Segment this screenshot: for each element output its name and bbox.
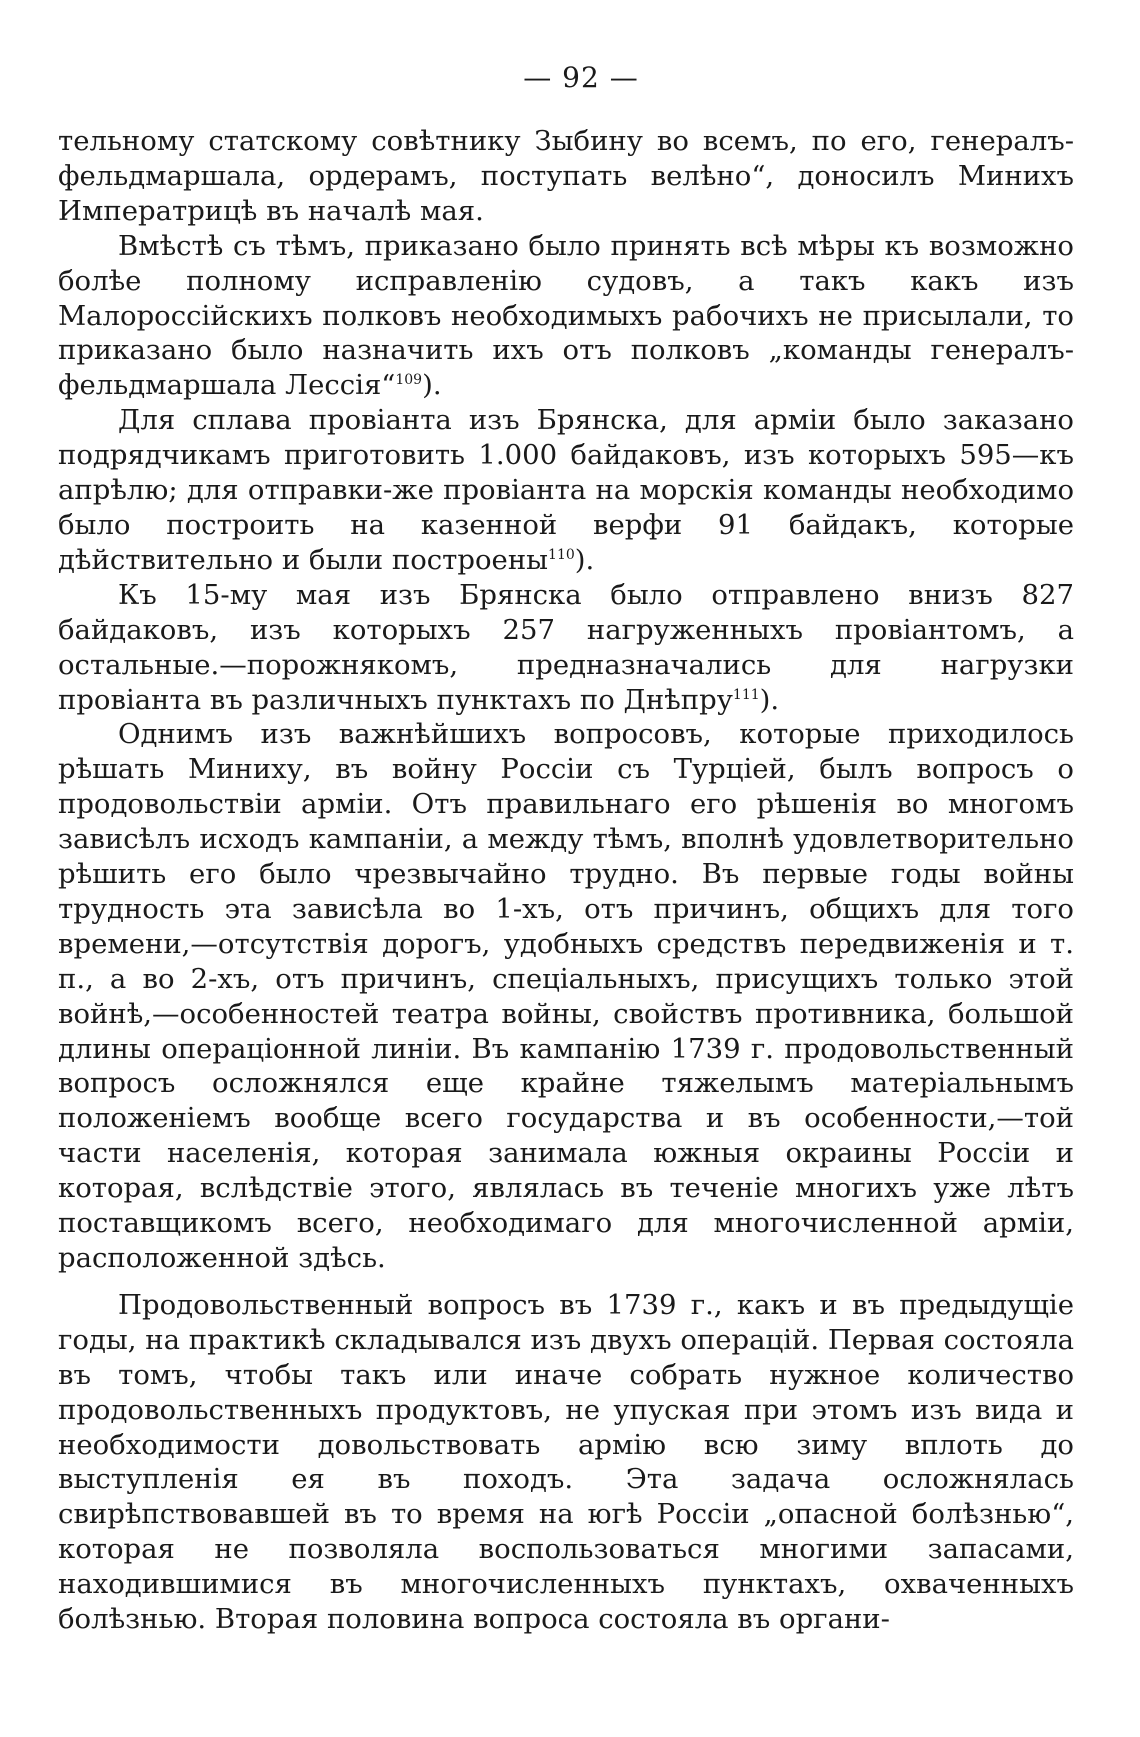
paragraph-text: тельному статскому совѣтнику Зыбину во всемъ, по его, генералъ-фельдмаршала, ордерамъ, поступать велѣно“, доносилъ Минихъ Императрицѣ въ началѣ мая. xyxy=(58,125,1074,227)
footnote-ref: 111 xyxy=(732,686,760,703)
paragraph-6 xyxy=(58,1288,1074,1637)
paragraph-text: Вмѣстѣ съ тѣмъ, приказано было принять всѣ мѣры къ возможно болѣе полному исправленію судовъ, а такъ какъ изъ Малороссійскихъ полковъ необходимыхъ рабочихъ не присылали, то приказано было назначить ихъ отъ полковъ „команды генералъ-фельдмаршала Лессія“ xyxy=(58,229,1074,402)
footnote-tail: ). xyxy=(574,543,595,576)
page-number: — 92 — xyxy=(523,61,639,94)
paragraph-text: Однимъ изъ важнѣйшихъ вопросовъ, которые приходилось рѣшать Миниху, въ войну Россіи съ Турціей, былъ вопросъ о продовольствіи арміи. Отъ правильнаго его рѣшенія во многомъ зависѣлъ исходъ кампаніи, а между тѣмъ, вполнѣ удовлетворительно рѣшить его было чрезвычайно трудно. Въ первые годы войны трудность эта зависѣла во 1-хъ, отъ причинъ, общихъ для того времени,—отсутствія дорогъ, удобныхъ средствъ передвиженія и т. п., а во 2-хъ, отъ причинъ, спеціальныхъ, присущихъ только этой войнѣ,—особенностей театра войны, свойствъ противника, большой длины операціонной линіи. Въ кампанію 1739 г. продовольственный вопросъ осложнялся еще крайне тяжелымъ матеріальнымъ положеніемъ вообще всего государства и въ особенности,—той части населенія, которая занимала южныя окраины Россіи и которая, вслѣдствіе этого, являлась въ теченіе многихъ уже лѣтъ поставщикомъ всего, необходимаго для многочисленной арміи, расположенной здѣсь. xyxy=(58,718,1074,1274)
paragraph-text: Для сплава провіанта изъ Брянска, для арміи было заказано подрядчикамъ приготовить 1.000 байдаковъ, изъ которыхъ 595—къ апрѣлю; для отправки-же провіанта на морскія команды необходимо было построить на казенной верфи 91 байдакъ, которые дѣйствительно и были построены xyxy=(58,404,1074,576)
paragraph-3 xyxy=(58,403,1074,578)
paragraph-text: Продовольственный вопросъ въ 1739 г., какъ и въ предыдущіе годы, на практикѣ складывался изъ двухъ операцій. Первая состояла въ томъ, чтобы такъ или иначе собрать нужное количество продовольственныхъ продуктовъ, не упуская при этомъ изъ вида и необходимости довольствовать армію всю зиму вплоть до выступленія ея въ походъ. Эта задача осложнялась свирѣпствовавшей въ то время на югѣ Россіи „опасной болѣзнью“, которая не позволяла воспользоваться многими запасами, находившимися въ многочисленныхъ пунктахъ, охваченныхъ болѣзнью. Вторая половина вопроса состояла въ органи- xyxy=(58,1288,1074,1636)
footnote-tail: ). xyxy=(759,683,780,716)
paragraph-1 xyxy=(58,124,1074,229)
footnote-ref: 109 xyxy=(395,372,423,389)
paragraph-text: Къ 15-му мая изъ Брянска было отправлено внизъ 827 байдаковъ, изъ которыхъ 257 нагруженныхъ провіантомъ, а остальные.—порожнякомъ, предназначались для нагрузки провіанта въ различныхъ пунктахъ по Днѣпру xyxy=(58,578,1074,716)
paragraph-4 xyxy=(58,578,1074,718)
footnote-ref: 110 xyxy=(548,546,575,563)
paragraph-2 xyxy=(58,229,1074,404)
footnote-tail: ). xyxy=(422,369,442,402)
paragraph-5 xyxy=(58,717,1074,1276)
document-page xyxy=(58,58,1074,1637)
